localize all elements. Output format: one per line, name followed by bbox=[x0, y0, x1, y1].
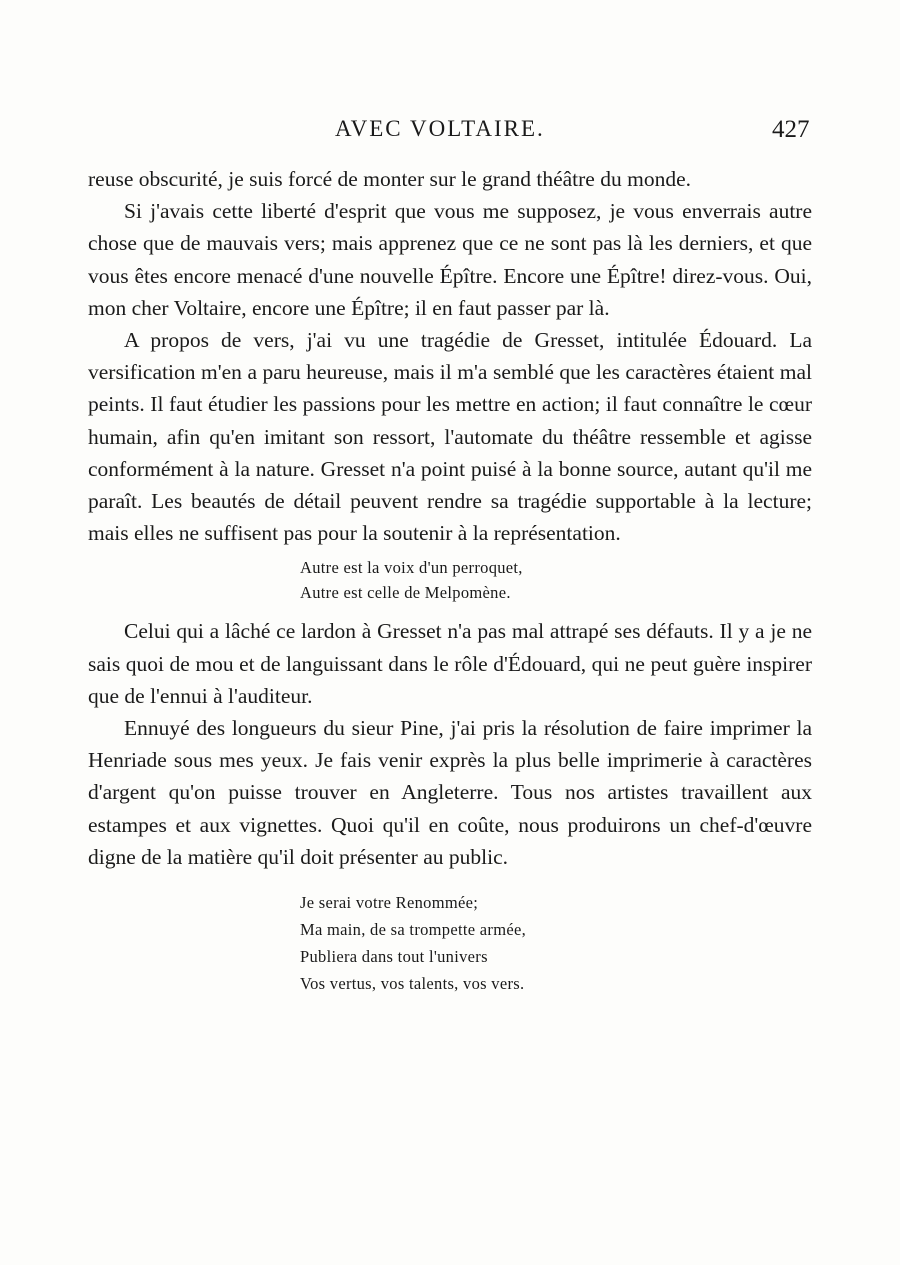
running-head: AVEC VOLTAIRE. bbox=[335, 116, 545, 141]
paragraph-epitre: Si j'avais cette liberté d'esprit que vous me supposez, je vous enverrais autre chose que de mauvais vers; mais apprenez que ce ne sont pas là les derniers, et que vous êtes encore menacé d'une nouvelle Épître. Encore une Épître! direz-vous. Oui, mon cher Voltaire, encore une Épître; il en faut passer par là. bbox=[88, 199, 812, 320]
verse-line: Ma main, de sa trompette armée, bbox=[300, 920, 527, 940]
verse-quote-renommee bbox=[300, 889, 812, 997]
paragraph-gresset-tragedy: A propos de vers, j'ai vu une tragédie de Gresset, intitulée Édouard. La versification m'en a paru heureuse, mais il m'a semblé que les caractères étaient mal peints. Il faut étudier les passions pour les mettre en action; il faut connaître le cœur humain, afin qu'en imitant son ressort, l'automate du théâtre ressemble et agisse conformément à la nature. Gresset n'a point puisé à la bonne source, autant qu'il me paraît. Les beautés de détail peuvent rendre sa tragédie supportable à la lecture; mais elles ne suffisent pas pour la soutenir à la représentation. bbox=[88, 328, 812, 546]
page-number: 427 bbox=[772, 116, 810, 143]
verse-line: Je serai votre Renommée; bbox=[300, 893, 479, 913]
body-text bbox=[88, 163, 812, 1007]
verse-line: Vos vertus, vos talents, vos vers. bbox=[300, 974, 525, 994]
paragraph-lardon: Celui qui a lâché ce lardon à Gresset n'a pas mal attrapé ses défauts. Il y a je ne sais quoi de mou et de languissant dans le rôle d'Édouard, qui ne peut guère inspirer que de l'ennui à l'auditeur. bbox=[88, 619, 812, 708]
verse-line: Publiera dans tout l'univers bbox=[300, 947, 488, 967]
verse-line: Autre est celle de Melpomène. bbox=[300, 583, 511, 603]
verse-line: Autre est la voix d'un perroquet, bbox=[300, 558, 523, 578]
verse-quote-melpomene bbox=[300, 555, 812, 605]
paragraph-continuation: reuse obscurité, je suis forcé de monter sur le grand théâtre du monde. bbox=[88, 167, 691, 191]
paragraph-henriade: Ennuyé des longueurs du sieur Pine, j'ai pris la résolution de faire imprimer la Henriade sous mes yeux. Je fais venir exprès la plus belle imprimerie à caractères d'argent qu'on puisse trouver en Angleterre. Tous nos artistes travaillent aux estampes et aux vignettes. Quoi qu'il en coûte, nous produirons un chef-d'œuvre digne de la matière qu'il doit présenter au public. bbox=[88, 716, 812, 869]
